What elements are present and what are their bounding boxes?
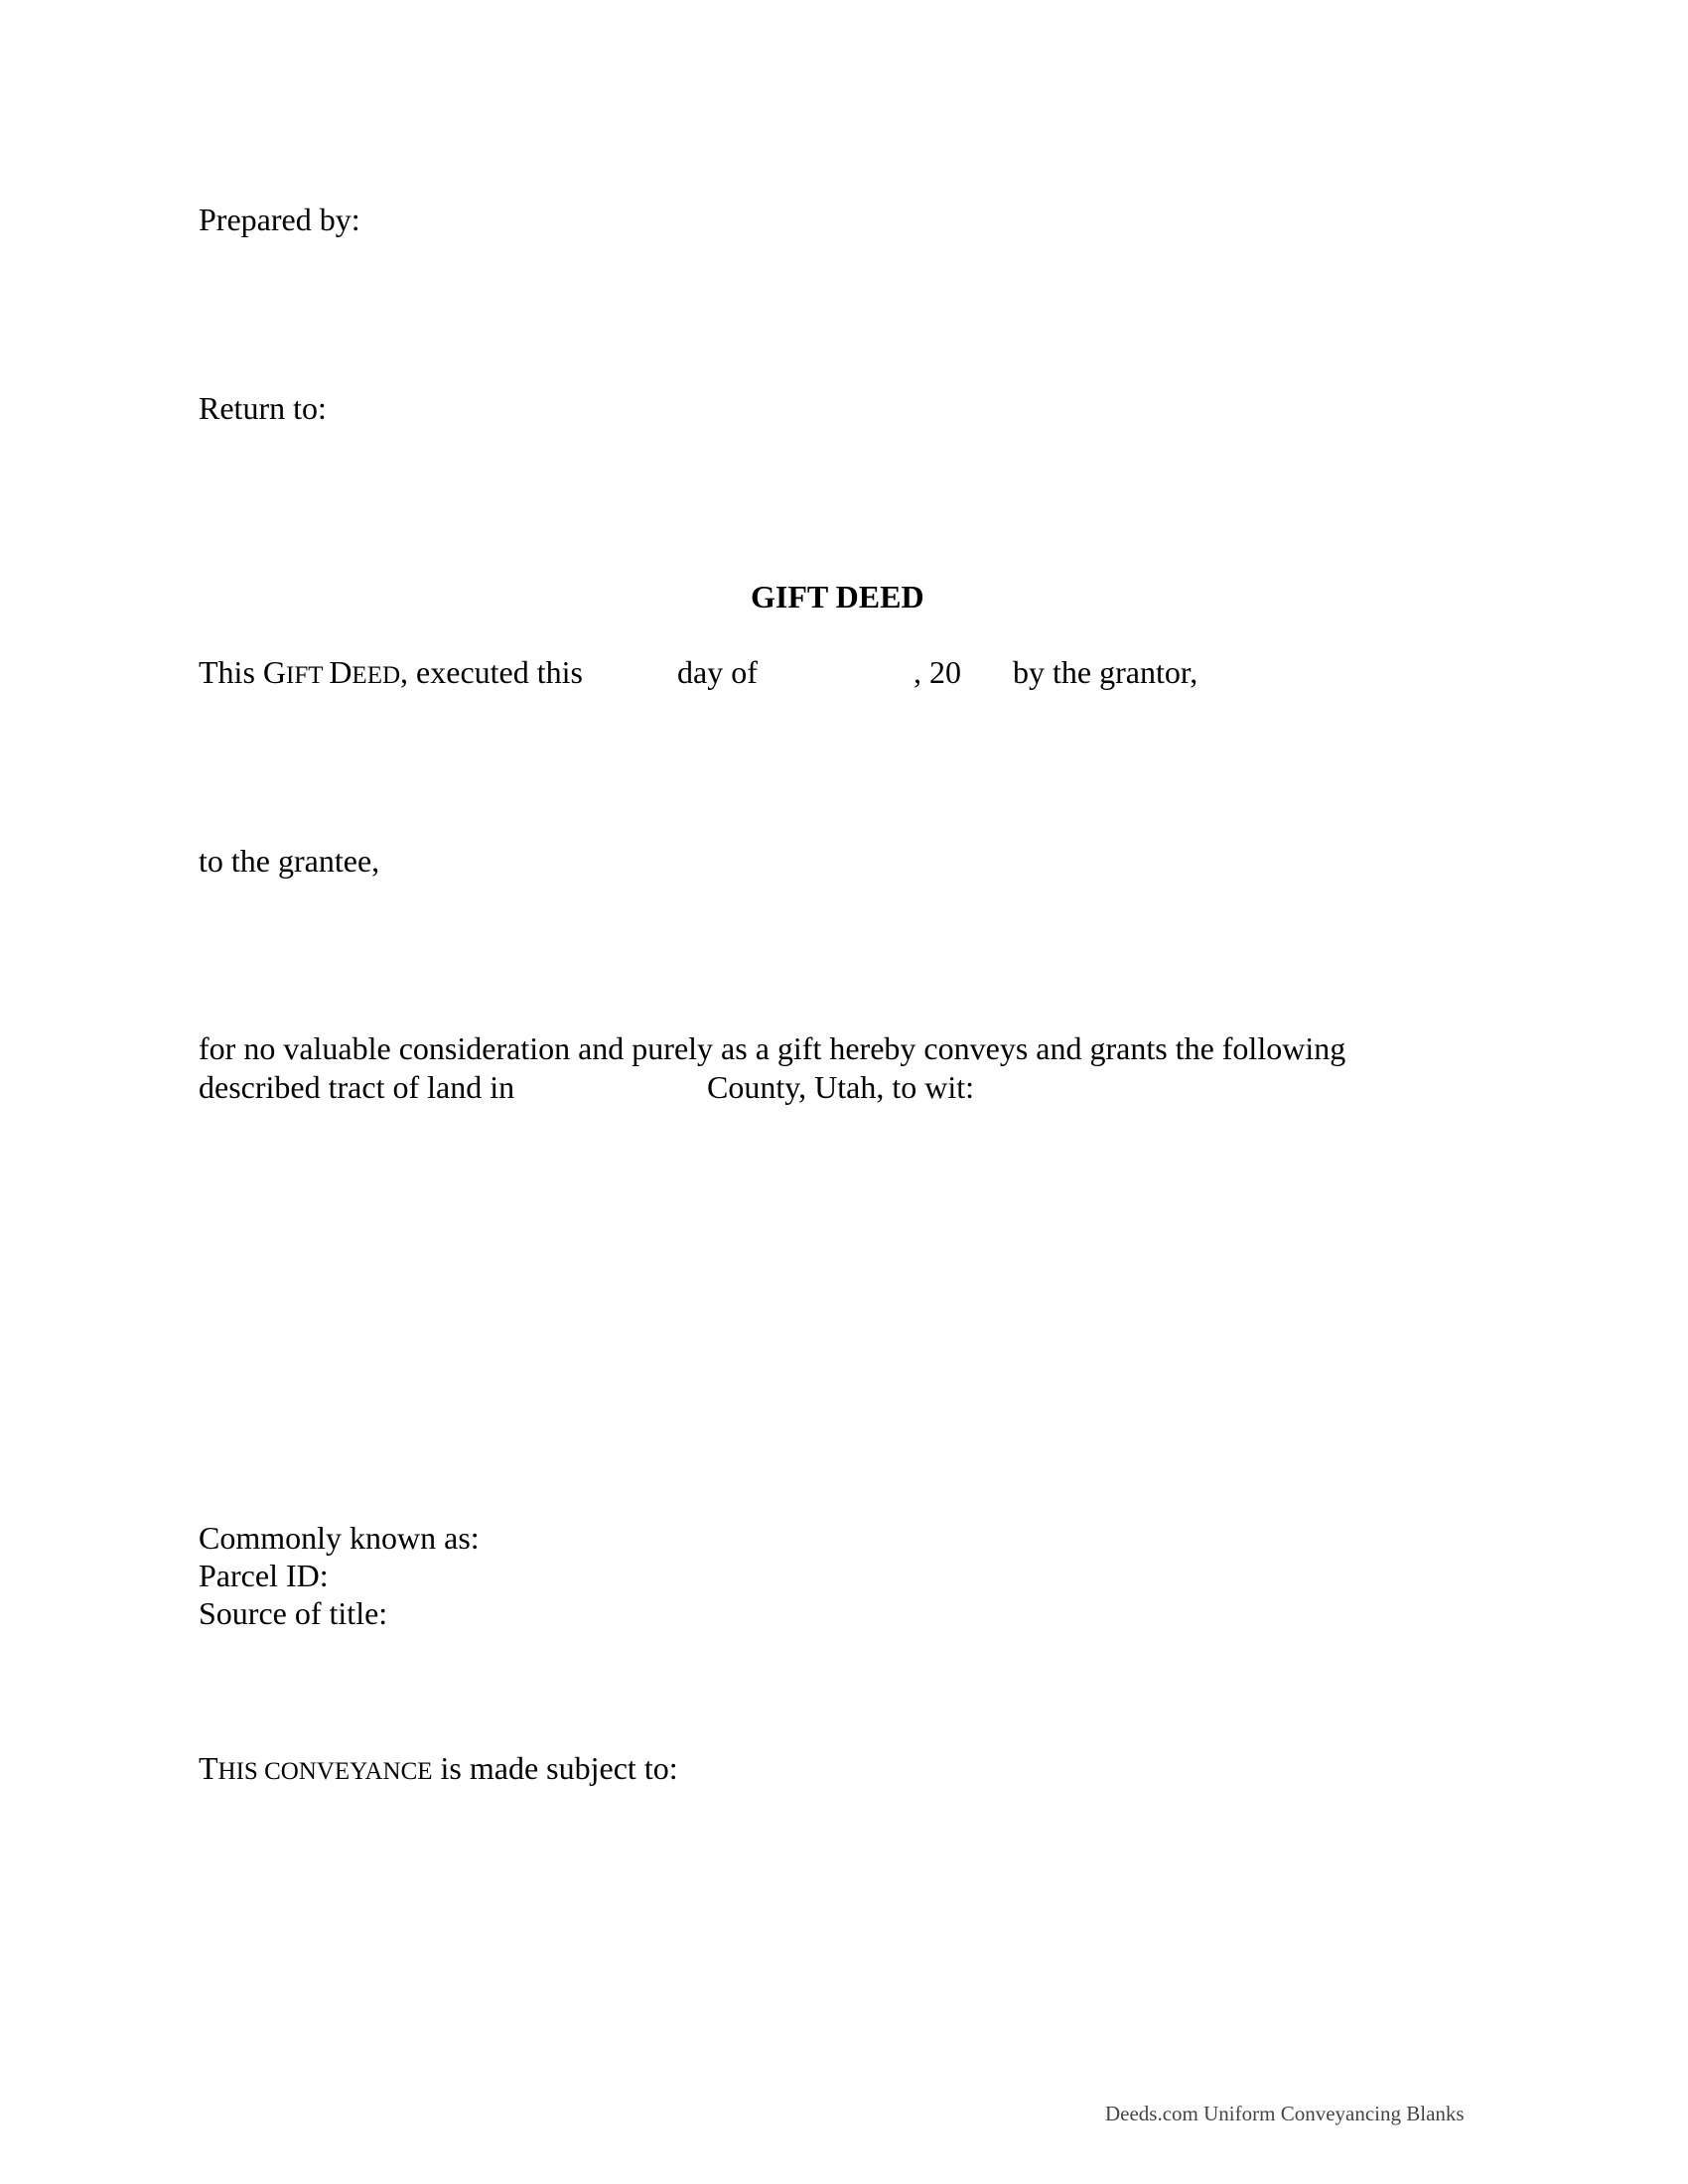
prepared-by-label: Prepared by:: [199, 202, 360, 237]
document-title: GIFT DEED: [751, 579, 924, 614]
tract-of-land-text: described tract of land in: [199, 1069, 515, 1105]
conveyance-line-1: for no valuable consideration and purely as a gift hereby conveys and grants the following: [199, 1030, 1346, 1066]
subject-to-line: THIS CONVEYANCE is made subject to:: [199, 1750, 678, 1786]
footer-text: Deeds.com Uniform Conveyancing Blanks: [1105, 2102, 1465, 2125]
commonly-known-as-label: Commonly known as:: [199, 1520, 480, 1556]
conveyance-line-2: [199, 1068, 1291, 1106]
execution-line-start: This GIFT DEED, executed this: [199, 654, 583, 690]
day-of-text: day of: [677, 654, 758, 690]
by-grantor-text: by the grantor,: [1013, 654, 1198, 690]
parcel-id-label: Parcel ID:: [199, 1558, 329, 1593]
county-utah-text: County, Utah, to wit:: [707, 1069, 975, 1105]
return-to-label: Return to:: [199, 390, 327, 426]
grantee-line: to the grantee,: [199, 843, 380, 879]
execution-line: [199, 653, 1291, 691]
year-prefix-text: , 20: [914, 654, 961, 690]
source-of-title-label: Source of title:: [199, 1595, 388, 1631]
